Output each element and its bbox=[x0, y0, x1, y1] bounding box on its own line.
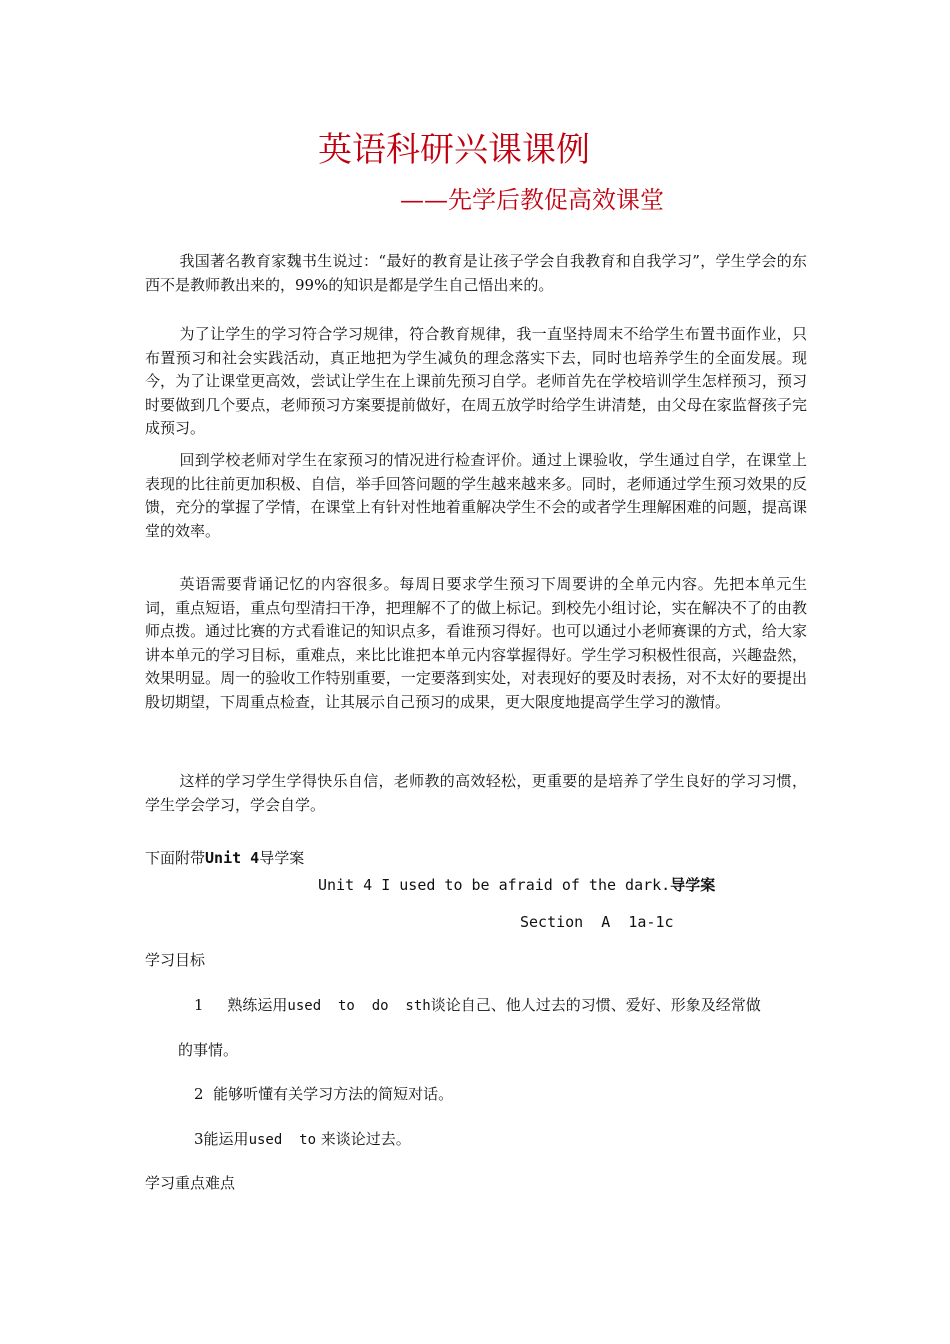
goal-2-text: 能够听懂有关学习方法的简短对话。 bbox=[213, 1085, 454, 1103]
paragraph-4: 英语需要背诵记忆的内容很多。每周日要求学生预习下周要讲的全单元内容。先把本单元生词，重点短语，重点句型清扫干净，把理解不了的做上标记。到校先小组讨论，实在解决不了的由教师点拨。通过比赛的方式看谁记的知识点多，看谁预习得好。也可以通过小老师赛课的方式，给大家讲本单元的学习目标，重难点，来比比谁把本单元内容掌握得好。学生学习积极性很高，兴趣盎然，效果明显。周一的验收工作特别重要，一定要落到实处，对表现好的要及时表扬，对不太好的要提出殷切期望，下周重点检查，让其展示自己预习的成果，更大限度地提高学生学习的激情。 bbox=[145, 575, 807, 711]
goal-3-text-en: used to bbox=[248, 1132, 316, 1148]
goal-3-text-post: 来谈论过去。 bbox=[316, 1130, 411, 1148]
attachment-line bbox=[145, 847, 304, 869]
goal-3-text-pre: 能运用 bbox=[203, 1130, 249, 1148]
lesson-title-en: Unit 4 I used to be afraid of the dark. bbox=[318, 876, 671, 894]
paragraph-5: 这样的学习学生学得快乐自信，老师教的高效轻松，更重要的是培养了学生良好的学习习惯，学生学会学习，学会自学。 bbox=[145, 772, 807, 814]
goal-item-2 bbox=[194, 1083, 453, 1105]
paragraph-2: 为了让学生的学习符合学习规律，符合教育规律，我一直坚持周末不给学生布置书面作业，只布置预习和社会实践活动，真正地把为学生减负的理念落实下去，同时也培养学生的全面发展。现今，为了让课堂更高效，尝试让学生在上课前先预习自学。老师首先在学校培训学生怎样预习，预习时要做到几个要点，老师预习方案要提前做好，在周五放学时给学生讲清楚，由父母在家监督孩子完成预习。 bbox=[145, 325, 807, 437]
attachment-prefix: 下面附带 bbox=[145, 849, 206, 867]
paragraph-1: 我国著名教育家魏书生说过：“最好的教育是让孩子学会自我教育和自我学习”，学生学会的东西不是教师教出来的，99%的知识是都是学生自己悟出来的。 bbox=[145, 252, 807, 294]
attachment-suffix: 导学案 bbox=[259, 849, 305, 867]
goal-item-3 bbox=[194, 1128, 411, 1151]
goal-1-text-en: used to do sth bbox=[287, 998, 431, 1014]
document-title: 英语科研兴课课例 bbox=[318, 130, 590, 170]
attachment-unit: Unit 4 bbox=[205, 849, 260, 867]
goal-item-1 bbox=[194, 994, 761, 1017]
goal-1-text-pre: 熟练运用 bbox=[227, 996, 288, 1014]
key-points-heading: 学习重点难点 bbox=[145, 1174, 236, 1192]
goal-1-number: 1 bbox=[194, 996, 204, 1014]
section-line: Section A 1a-1c bbox=[520, 913, 674, 931]
lesson-title-cn: 导学案 bbox=[670, 876, 716, 894]
goal-1-text-post: 谈论自己、他人过去的习惯、爱好、形象及经常做 bbox=[430, 996, 761, 1014]
goal-item-1-continuation: 的事情。 bbox=[178, 1041, 239, 1059]
goal-2-number: 2 bbox=[194, 1085, 204, 1103]
goal-3-number: 3 bbox=[194, 1130, 204, 1148]
paragraph-3: 回到学校老师对学生在家预习的情况进行检查评价。通过上课验收，学生通过自学，在课堂上表现的比往前更加积极、自信，举手回答问题的学生越来越来多。同时，老师通过学生预习效果的反馈，充分的掌握了学情，在课堂上有针对性地着重解决学生不会的或者学生理解困难的问题，提高课堂的效率。 bbox=[145, 451, 807, 540]
lesson-title bbox=[318, 874, 715, 896]
document-subtitle: ——先学后教促高效课堂 bbox=[400, 186, 664, 214]
goals-heading: 学习目标 bbox=[145, 951, 206, 969]
